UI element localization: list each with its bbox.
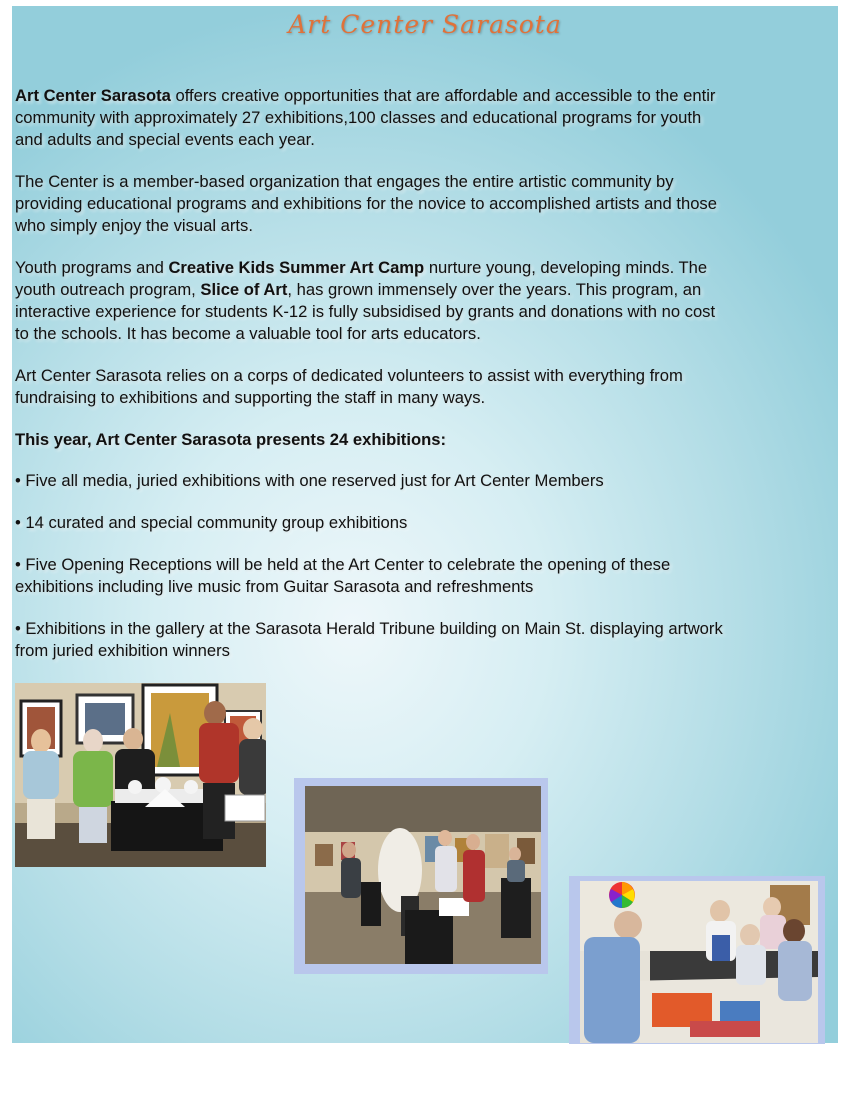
bullet-juried: • Five all media, juried exhibitions with one reserved just for Art Center Members xyxy=(15,471,604,490)
summer-camp-bold: Creative Kids Summer Art Camp xyxy=(168,258,425,277)
gallery-photo xyxy=(305,786,541,964)
reception-photo xyxy=(15,683,266,867)
paragraph-youth-programs: Youth programs and Creative Kids Summer Art Camp nurture young, developing minds. The youth outreach program, Slice of Art, has grown immensely over the years. This program, an interactive experience for students K-12 is fully subsidised by grants and donations with no cost to the schools. It has become a valuable tool for arts educators. xyxy=(15,258,716,343)
slice-of-art-bold: Slice of Art xyxy=(200,280,288,299)
bullet-curated: • 14 curated and special community group exhibitions xyxy=(15,513,408,532)
paragraph-intro: Art Center Sarasota offers creative opportunities that are affordable and accessible to the entir community with approximately 27 exhibitions,100 classes and educational programs for youth and adults and special events each year. xyxy=(15,86,716,149)
org-name-bold: Art Center Sarasota xyxy=(15,86,171,105)
page-title: Art Center Sarasota xyxy=(288,10,562,39)
paragraph-membership: The Center is a member-based organization that engages the entire artistic community by providing educational programs and exhibitions for the novice to accomplished artists and those who simply enjoy the visual arts. xyxy=(15,172,717,235)
bullet-receptions: • Five Opening Receptions will be held at the Art Center to celebrate the opening of these exhibitions including live music from Guitar Sarasota and refreshments xyxy=(15,555,671,596)
paragraph-volunteers: Art Center Sarasota relies on a corps of dedicated volunteers to assist with everything from fundraising to exhibitions and supporting the staff in many ways. xyxy=(15,366,683,407)
bullet-herald-tribune: • Exhibitions in the gallery at the Sarasota Herald Tribune building on Main St. displaying artwork from juried exhibition winners xyxy=(15,619,723,660)
exhibitions-heading: This year, Art Center Sarasota presents 24 exhibitions: xyxy=(15,430,446,449)
article-body xyxy=(15,85,850,682)
classroom-photo xyxy=(580,881,818,1043)
